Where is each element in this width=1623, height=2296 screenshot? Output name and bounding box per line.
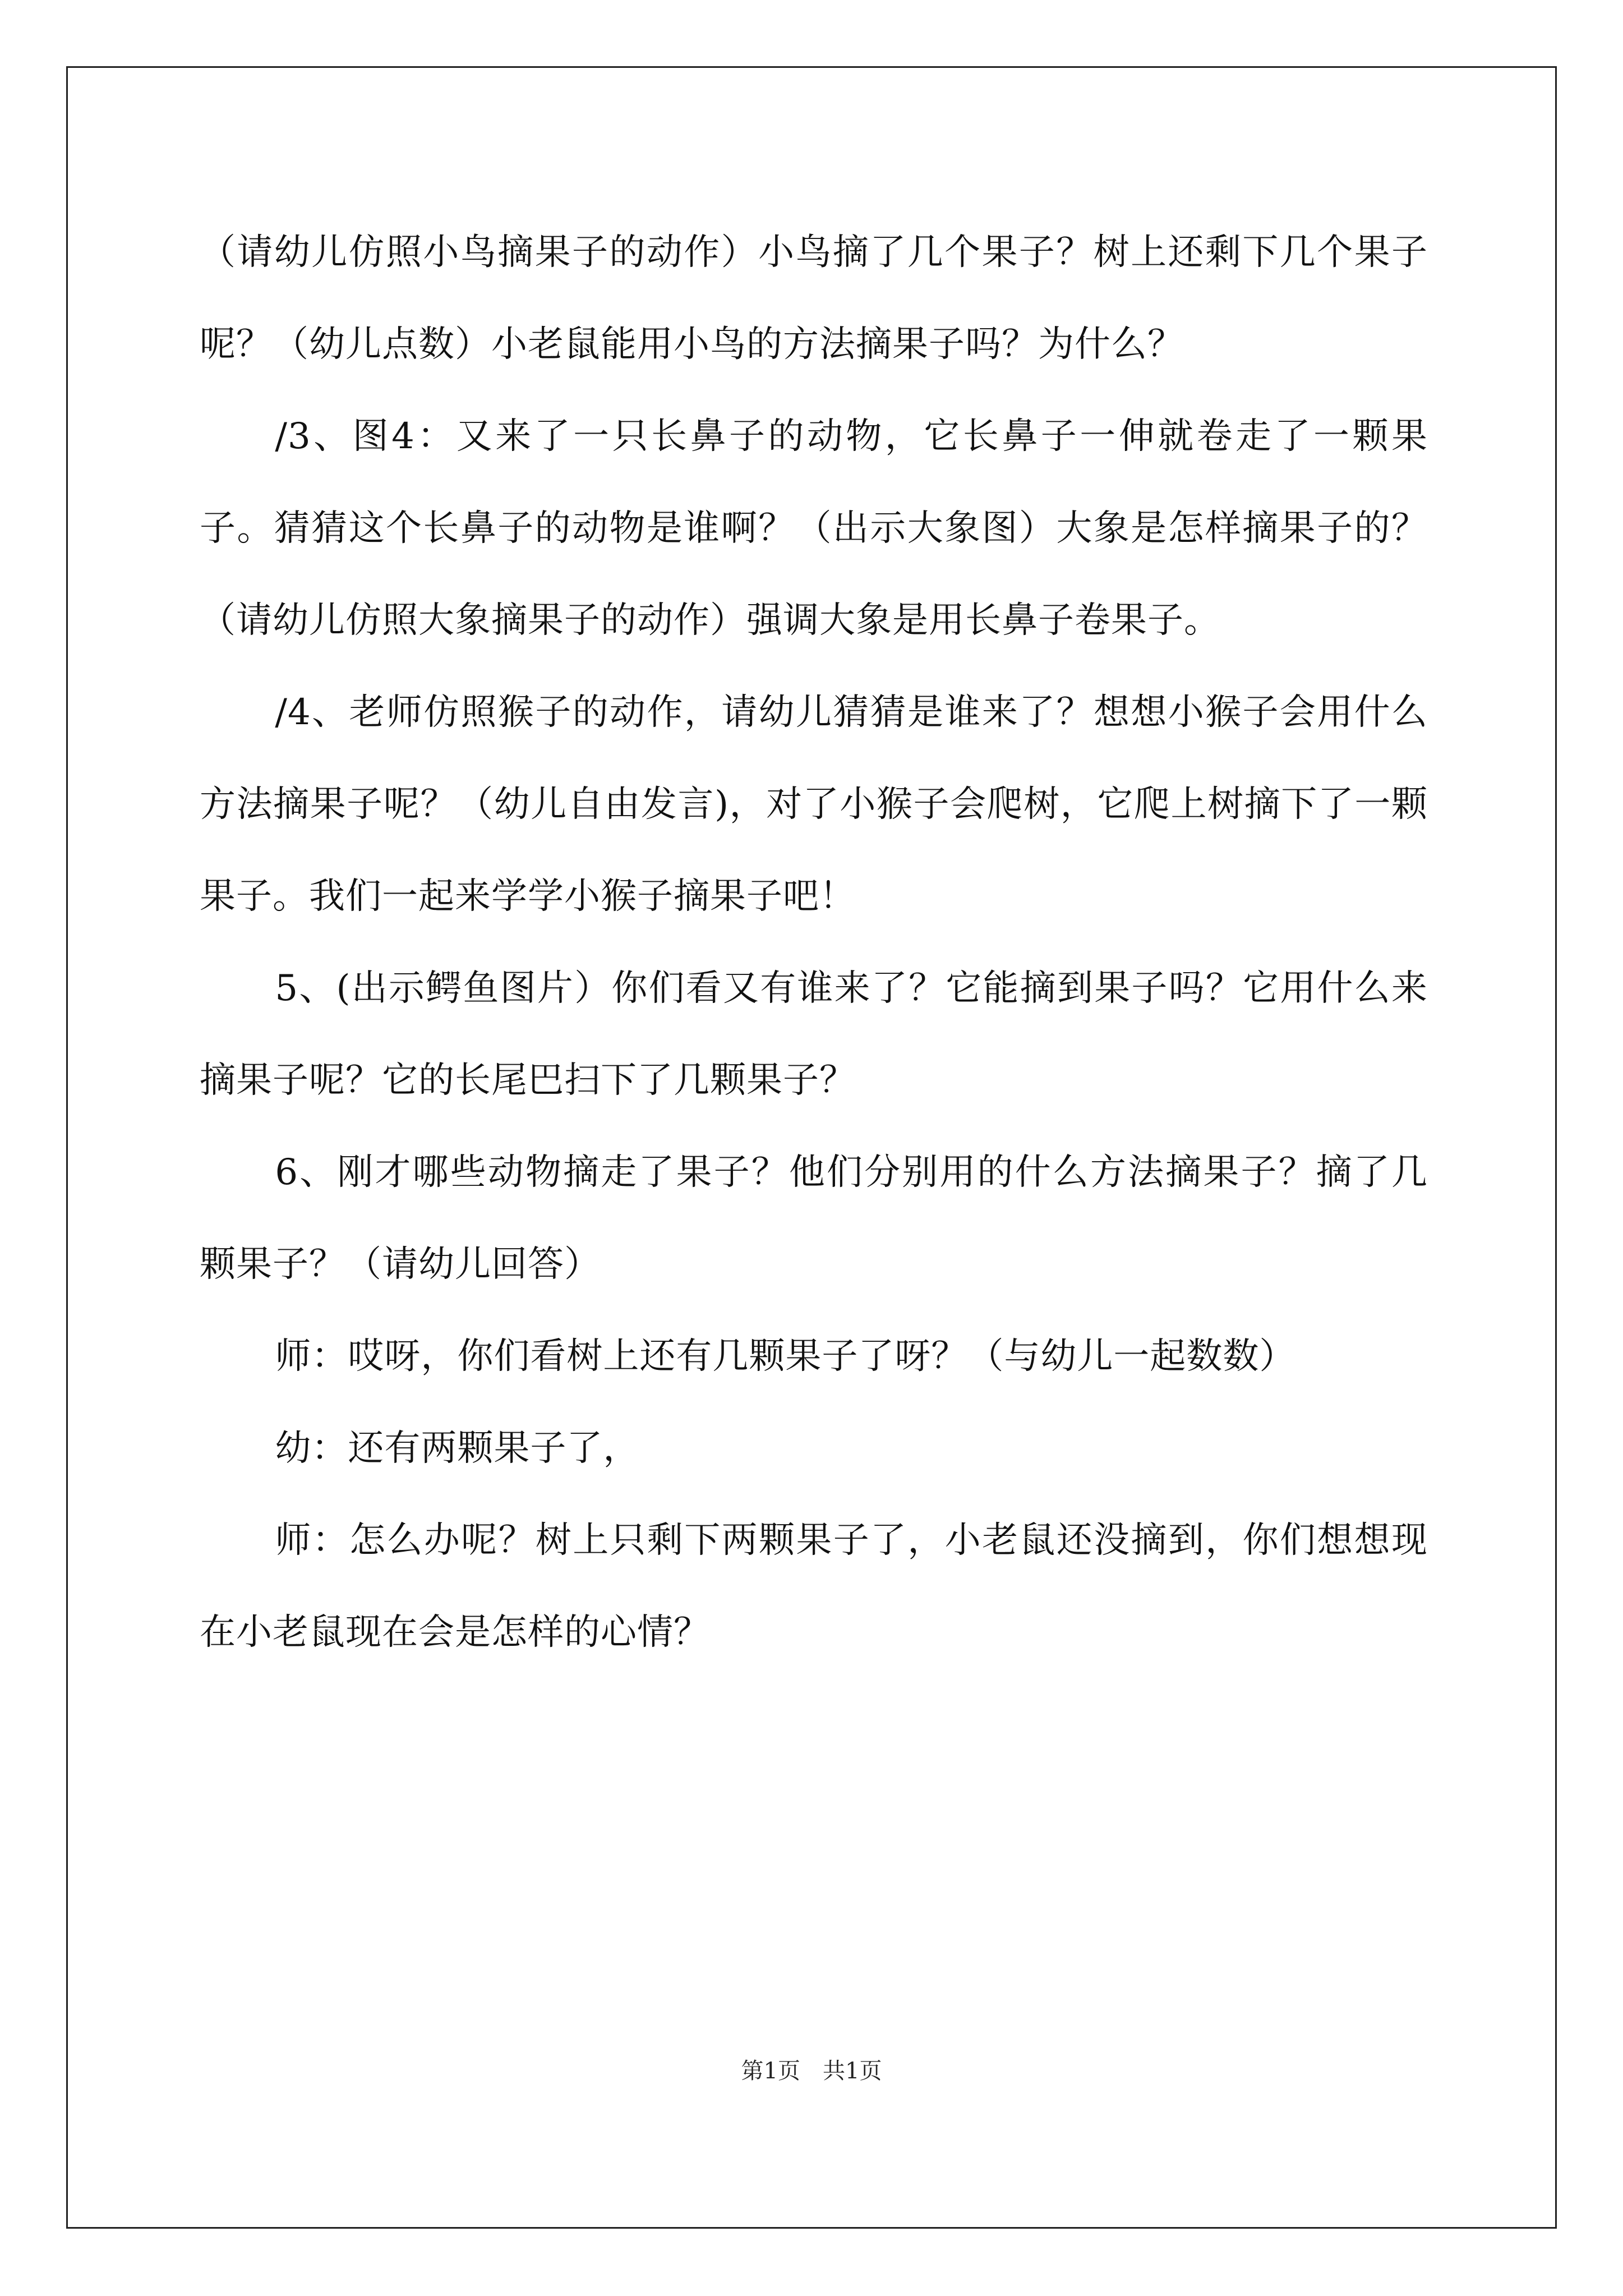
paragraph-6: 师：哎呀，你们看树上还有几颗果子了呀？（与幼儿一起数数） — [275, 1336, 1296, 1377]
paragraph-8: 师：怎么办呢？树上只剩下两颗果子了，小老鼠还没摘到，你们想想现在小老鼠现在会是怎样的心情？ — [200, 1520, 1428, 1653]
page-footer: 第1页 共1页 — [741, 2058, 882, 2084]
paragraph-3: /4、老师仿照猴子的动作，请幼儿猜猜是谁来了？想想小猴子会用什么方法摘果子呢？（幼儿自由发言)，对了小猴子会爬树，它爬上树摘下了一颗果子。我们一起来学学小猴子摘果子吧！ — [200, 692, 1428, 917]
paragraph-4: 5、(出示鳄鱼图片）你们看又有谁来了？它能摘到果子吗？它用什么来摘果子呢？它的长尾巴扫下了几颗果子？ — [200, 968, 1428, 1101]
paragraph-5: 6、刚才哪些动物摘走了果子？他们分别用的什么方法摘果子？摘了几颗果子？（请幼儿回答） — [200, 1152, 1428, 1285]
paragraph-2: /3、图4：又来了一只长鼻子的动物，它长鼻子一伸就卷走了一颗果子。猜猜这个长鼻子的动物是谁啊？（出示大象图）大象是怎样摘果子的？（请幼儿仿照大象摘果子的动作）强调大象是用长鼻子卷果子。 — [200, 416, 1428, 641]
document-body — [200, 206, 1428, 1678]
paragraph-7: 幼：还有两颗果子了， — [275, 1428, 640, 1469]
paragraph-1: （请幼儿仿照小鸟摘果子的动作）小鸟摘了几个果子？树上还剩下几个果子呢？（幼儿点数）小老鼠能用小鸟的方法摘果子吗？为什么？ — [200, 232, 1428, 365]
